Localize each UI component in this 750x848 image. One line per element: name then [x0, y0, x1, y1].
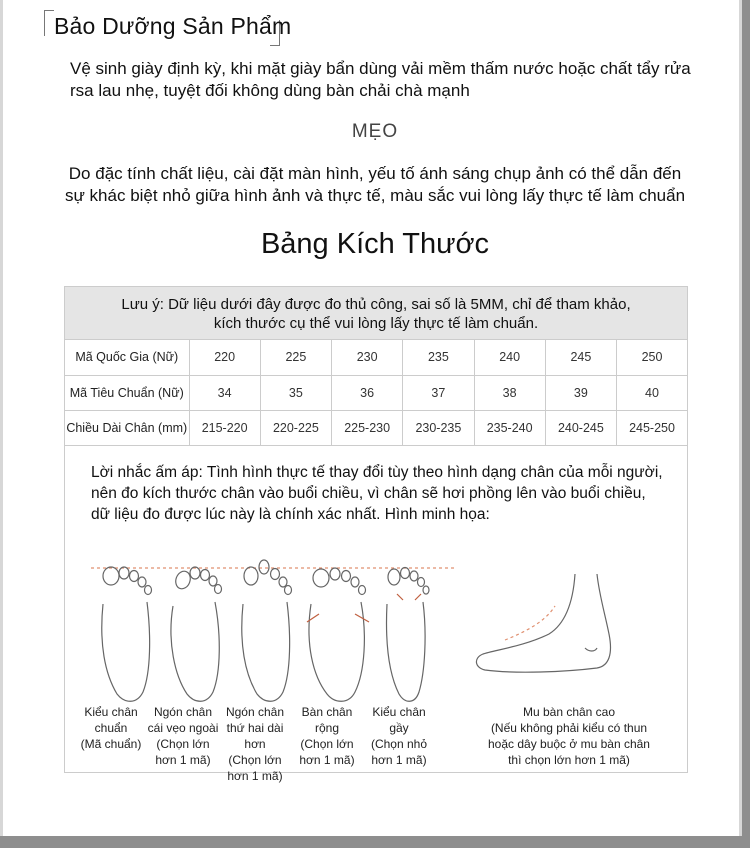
foot-guide	[64, 446, 688, 783]
table-cell: 230-235	[403, 410, 474, 445]
table-cell: 240-245	[545, 410, 616, 445]
foot-type-label-line: (Chọn nhỏ	[370, 737, 428, 751]
foot-type-label	[147, 704, 219, 768]
foot-type-label-line: (Chọn lớn	[228, 753, 282, 767]
size-chart-title: Bảng Kích Thước	[260, 228, 490, 260]
foot-type-label-line: hơn 1 mã)	[155, 753, 211, 767]
foot-type-label	[363, 704, 435, 768]
high-instep-label-line: Mu bàn chân cao	[522, 705, 616, 719]
high-instep-label	[479, 704, 659, 768]
table-cell: 235-240	[474, 410, 545, 445]
high-instep-label-line: thì chọn lớn hơn 1 mã)	[508, 753, 630, 767]
corner-bracket-top-left	[44, 10, 54, 36]
foot-type-label-line: cái vẹo ngoài	[147, 721, 219, 735]
foot-type-label-line: Kiểu chân	[372, 705, 426, 719]
foot-type-label	[219, 704, 291, 784]
table-cell: 35	[260, 375, 331, 410]
table-row	[65, 410, 687, 445]
table-cell: 40	[617, 375, 688, 410]
high-instep-foot-icon	[476, 574, 610, 672]
foot-type-label-line: (Mã chuẩn)	[80, 737, 142, 751]
foot-type-label-line: Bàn chân	[301, 705, 353, 719]
foot-type-label-line: hơn 1 mã)	[371, 753, 427, 767]
high-instep-label-line: hoặc dây buộc ở mu bàn chân	[488, 737, 650, 751]
foot-type-label-line: Ngón chân	[225, 705, 285, 719]
standard-foot-icon	[102, 567, 152, 701]
table-cell: 220-225	[260, 410, 331, 445]
high-instep-label-line: (Nếu không phải kiểu có thun	[490, 721, 648, 735]
tip-text: Do đặc tính chất liệu, cài đặt màn hình, yếu tố ánh sáng chụp ảnh có thể dẫn đến sự khác biệt nhỏ giữa hình ảnh và thực tế, màu sắc vui lòng lấy thực tế làm chuẩn	[64, 164, 686, 205]
table-row	[65, 375, 687, 410]
care-text: Vệ sinh giày định kỳ, khi mặt giày bẩn dùng vải mềm thấm nước hoặc chất tẩy rửa rsa lau nhẹ, tuyệt đối không dùng bàn chải chà mạnh	[70, 59, 691, 100]
bunion-foot-icon	[171, 567, 222, 701]
slim-foot-icon	[387, 568, 430, 702]
table-cell: 39	[545, 375, 616, 410]
table-cell: 245	[545, 340, 616, 375]
foot-guide-line2: nên đo kích thước chân vào buổi chiều, vì chân sẽ hơi phồng lên vào buổi chiều,	[91, 485, 646, 502]
size-table-note	[65, 287, 687, 340]
size-table-note-line2: kích thước cụ thể vui lòng lấy thực tế làm chuẩn.	[213, 315, 539, 332]
table-cell: 250	[617, 340, 688, 375]
foot-type-label-line: chuẩn	[94, 721, 128, 735]
foot-type-label	[291, 704, 363, 768]
row-header: Mã Tiêu Chuẩn (Nữ)	[65, 375, 189, 410]
table-cell: 240	[474, 340, 545, 375]
foot-guide-line1: Lời nhắc ấm áp: Tình hình thực tế thay đổi tùy theo hình dạng chân của mỗi người,	[91, 464, 663, 481]
table-cell: 245-250	[617, 410, 688, 445]
size-grid	[65, 340, 687, 445]
table-cell: 220	[189, 340, 260, 375]
long-second-toe-foot-icon	[242, 560, 292, 701]
table-cell: 37	[403, 375, 474, 410]
table-cell: 230	[332, 340, 403, 375]
foot-type-label	[75, 704, 147, 752]
foot-illustrations	[85, 554, 675, 704]
table-cell: 36	[332, 375, 403, 410]
foot-type-label-line: hơn 1 mã)	[227, 769, 283, 783]
table-cell: 215-220	[189, 410, 260, 445]
foot-type-label-line: thứ hai dài hơn	[226, 721, 284, 751]
foot-type-label-line: gầy	[389, 721, 409, 735]
tip-title: MẸO	[351, 121, 399, 142]
table-cell: 34	[189, 375, 260, 410]
care-title-box	[44, 10, 292, 46]
foot-type-label-line: rộng	[314, 721, 340, 735]
row-header: Mã Quốc Gia (Nữ)	[65, 340, 189, 375]
table-cell: 225-230	[332, 410, 403, 445]
foot-guide-line3: dữ liệu đo được lúc này là chính xác nhất. Hình minh họa:	[91, 506, 490, 523]
foot-type-label-line: hơn 1 mã)	[299, 753, 355, 767]
size-table	[64, 286, 688, 446]
care-title: Bảo Dưỡng Sản Phẩm	[54, 13, 292, 39]
foot-type-label-line: (Chọn lớn	[156, 737, 210, 751]
foot-guide-text	[91, 462, 681, 525]
table-row	[65, 340, 687, 375]
foot-type-label-line: Kiểu chân	[84, 705, 138, 719]
wide-foot-icon	[307, 568, 369, 701]
row-header: Chiều Dài Chân (mm)	[65, 410, 189, 445]
size-table-note-line1: Lưu ý: Dữ liệu dưới đây được đo thủ công, sai số là 5MM, chỉ để tham khảo,	[121, 296, 631, 313]
foot-type-label-line: Ngón chân	[153, 705, 213, 719]
table-cell: 225	[260, 340, 331, 375]
foot-type-label-line: (Chọn lớn	[300, 737, 354, 751]
table-cell: 235	[403, 340, 474, 375]
table-cell: 38	[474, 375, 545, 410]
